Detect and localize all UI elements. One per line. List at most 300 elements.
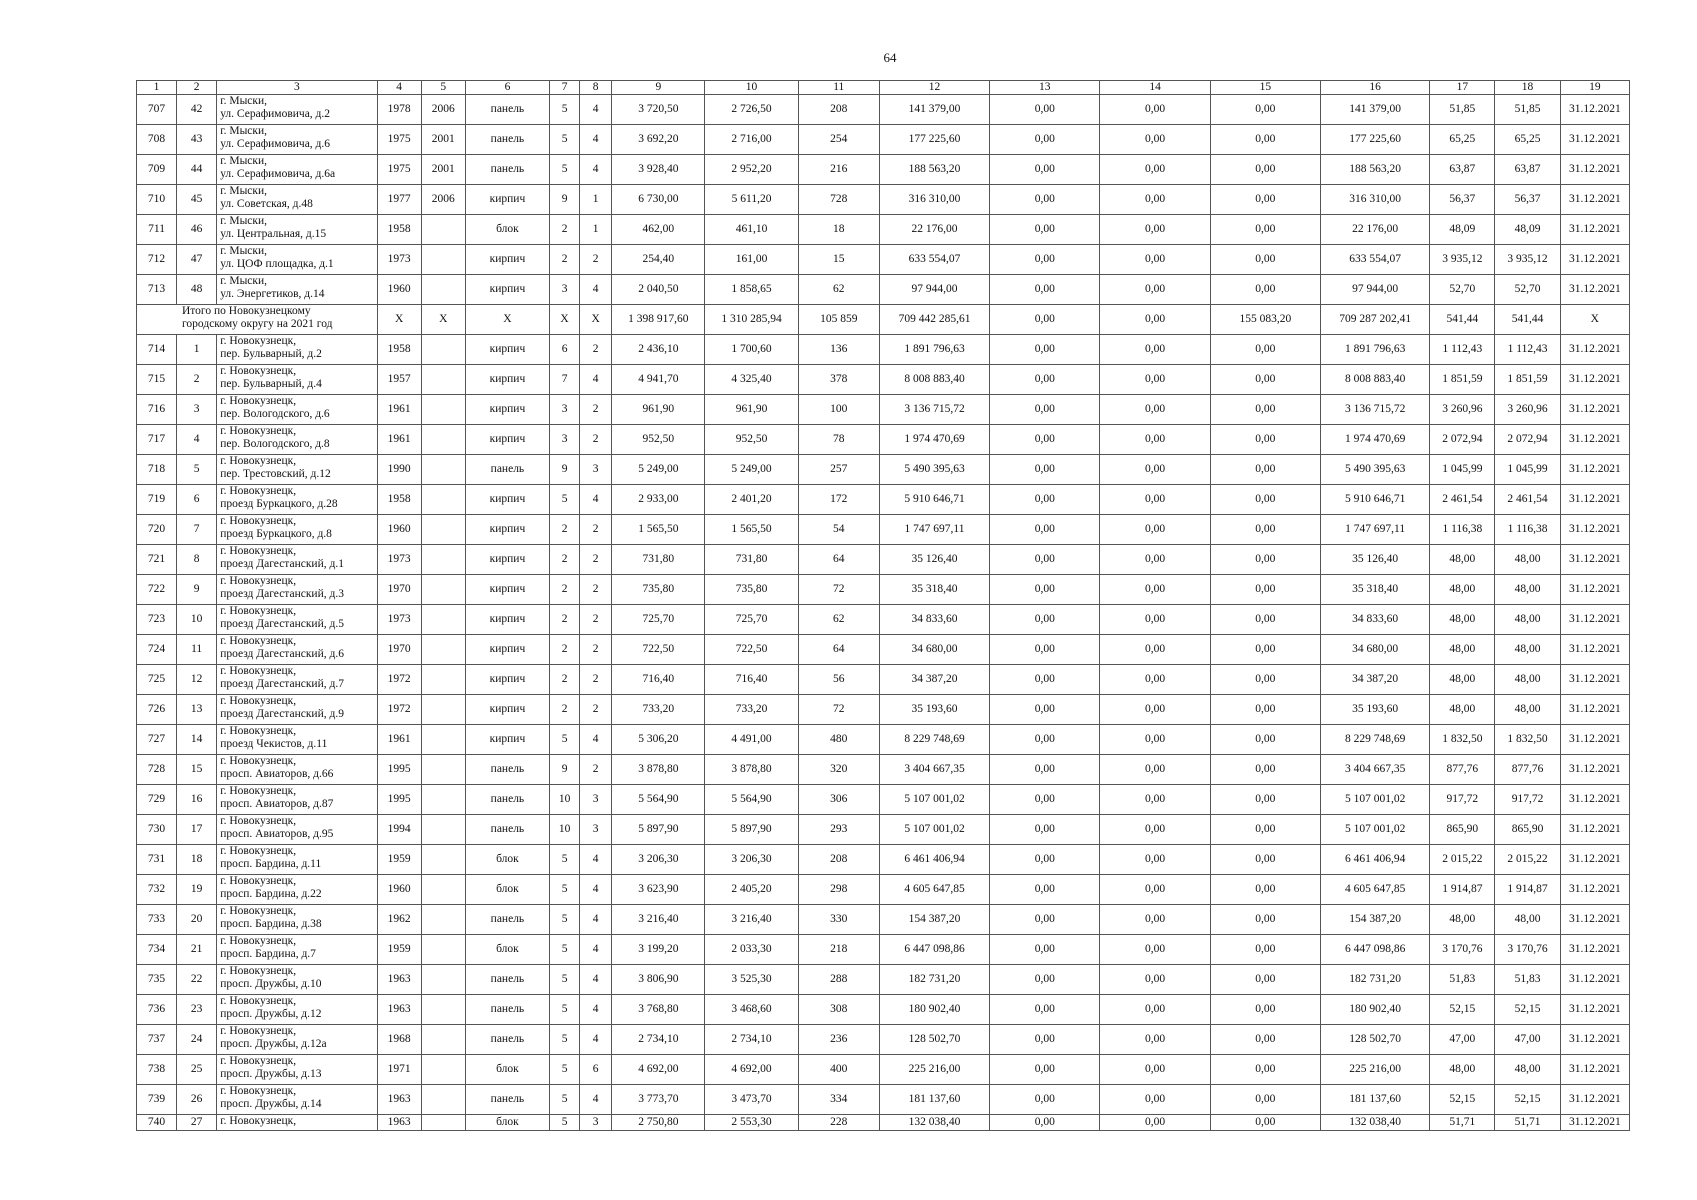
row-number-cell: 715 [137, 365, 177, 395]
cell-c4: 1960 [377, 875, 421, 905]
table-row [137, 1055, 1630, 1085]
cell-c18: 48,00 [1495, 695, 1560, 725]
cell-c14: 0,00 [1100, 575, 1210, 605]
cell-c10: 2 553,30 [705, 1115, 798, 1131]
table-row [137, 515, 1630, 545]
cell-c11: 172 [798, 485, 879, 515]
cell-c17: 3 170,76 [1430, 935, 1495, 965]
table-row [137, 185, 1630, 215]
cell-c8: 2 [580, 425, 612, 455]
cell-c13: 0,00 [990, 155, 1100, 185]
cell-c11: 72 [798, 575, 879, 605]
cell-c6: панель [465, 1025, 549, 1055]
local-number-cell: 24 [177, 1025, 217, 1055]
address-cell [217, 1025, 377, 1055]
cell-c12: 35 126,40 [879, 545, 989, 575]
table-row [137, 425, 1630, 455]
cell-c14: 0,00 [1100, 95, 1210, 125]
cell-c8: 4 [580, 485, 612, 515]
cell-c4: 1963 [377, 995, 421, 1025]
cell-c17: 877,76 [1430, 755, 1495, 785]
cell-c14: 0,00 [1100, 365, 1210, 395]
cell-c4: 1975 [377, 155, 421, 185]
cell-c16: 6 461 406,94 [1321, 845, 1430, 875]
cell-c15: 0,00 [1210, 995, 1320, 1025]
cell-c17: 3 260,96 [1430, 395, 1495, 425]
cell-c13: 0,00 [990, 185, 1100, 215]
table-row [137, 545, 1630, 575]
address-city: г. Новокузнецк, [220, 575, 297, 587]
cell-c8: 4 [580, 1085, 612, 1115]
cell-c12: 316 310,00 [879, 185, 989, 215]
cell-c13: 0,00 [990, 605, 1100, 635]
cell-c12: 35 193,60 [879, 695, 989, 725]
cell-c6: блок [465, 845, 549, 875]
cell-c17: 51,71 [1430, 1115, 1495, 1131]
cell-c4: 1995 [377, 755, 421, 785]
address-cell [217, 1115, 377, 1131]
cell-c16: 177 225,60 [1321, 125, 1430, 155]
cell-c19: 31.12.2021 [1560, 845, 1629, 875]
cell-c10: 3 206,30 [705, 845, 798, 875]
address-street: просп. Авиаторов, д.87 [220, 798, 334, 810]
cell-c15: 0,00 [1210, 1115, 1320, 1131]
cell-c13: 0,00 [990, 875, 1100, 905]
cell-c12: 34 680,00 [879, 635, 989, 665]
cell-c14: 0,00 [1100, 1025, 1210, 1055]
cell-c16: 5 910 646,71 [1321, 485, 1430, 515]
total-cell-c10: 1 310 285,94 [705, 305, 798, 335]
cell-c9: 5 564,90 [612, 785, 705, 815]
local-number-cell: 3 [177, 395, 217, 425]
cell-c7: 2 [550, 695, 580, 725]
cell-c6: панель [465, 905, 549, 935]
cell-c14: 0,00 [1100, 635, 1210, 665]
cell-c14: 0,00 [1100, 395, 1210, 425]
cell-c15: 0,00 [1210, 875, 1320, 905]
cell-c15: 0,00 [1210, 395, 1320, 425]
cell-c12: 8 008 883,40 [879, 365, 989, 395]
cell-c5 [421, 815, 465, 845]
cell-c12: 35 318,40 [879, 575, 989, 605]
cell-c4: 1963 [377, 1115, 421, 1131]
local-number-cell: 2 [177, 365, 217, 395]
cell-c14: 0,00 [1100, 275, 1210, 305]
cell-c13: 0,00 [990, 335, 1100, 365]
cell-c5: 2006 [421, 185, 465, 215]
address-street: пер. Бульварный, д.4 [220, 378, 322, 390]
cell-c6: кирпич [465, 695, 549, 725]
cell-c6: панель [465, 995, 549, 1025]
address-city: г. Новокузнецк, [220, 695, 297, 707]
local-number-cell: 7 [177, 515, 217, 545]
cell-c4: 1960 [377, 275, 421, 305]
local-number-cell: 26 [177, 1085, 217, 1115]
cell-c8: 1 [580, 215, 612, 245]
cell-c11: 208 [798, 95, 879, 125]
cell-c5: 2001 [421, 125, 465, 155]
total-cell-c17: 541,44 [1430, 305, 1495, 335]
total-cell-c15: 155 083,20 [1210, 305, 1320, 335]
cell-c7: 5 [550, 845, 580, 875]
cell-c9: 3 768,80 [612, 995, 705, 1025]
cell-c12: 177 225,60 [879, 125, 989, 155]
cell-c12: 3 136 715,72 [879, 395, 989, 425]
cell-c15: 0,00 [1210, 695, 1320, 725]
cell-c17: 52,70 [1430, 275, 1495, 305]
cell-c9: 3 206,30 [612, 845, 705, 875]
cell-c13: 0,00 [990, 965, 1100, 995]
cell-c18: 65,25 [1495, 125, 1560, 155]
cell-c19: 31.12.2021 [1560, 1085, 1629, 1115]
cell-c11: 334 [798, 1085, 879, 1115]
table-row [137, 875, 1630, 905]
cell-c8: 4 [580, 935, 612, 965]
cell-c10: 5 564,90 [705, 785, 798, 815]
cell-c7: 2 [550, 215, 580, 245]
cell-c9: 5 306,20 [612, 725, 705, 755]
cell-c7: 10 [550, 785, 580, 815]
address-street: проезд Дагестанский, д.5 [220, 618, 344, 630]
table-row [137, 695, 1630, 725]
total-cell-c8: X [580, 305, 612, 335]
cell-c12: 633 554,07 [879, 245, 989, 275]
local-number-cell: 23 [177, 995, 217, 1025]
cell-c12: 97 944,00 [879, 275, 989, 305]
column-number-cell: 1 [137, 81, 177, 95]
table-row [137, 455, 1630, 485]
cell-c6: кирпич [465, 365, 549, 395]
row-number-cell: 707 [137, 95, 177, 125]
cell-c5 [421, 485, 465, 515]
column-number-cell: 13 [990, 81, 1100, 95]
cell-c10: 725,70 [705, 605, 798, 635]
cell-c6: кирпич [465, 635, 549, 665]
cell-c6: кирпич [465, 545, 549, 575]
cell-c12: 154 387,20 [879, 905, 989, 935]
total-cell-c11: 105 859 [798, 305, 879, 335]
cell-c10: 1 565,50 [705, 515, 798, 545]
cell-c18: 48,09 [1495, 215, 1560, 245]
address-city: г. Новокузнецк, [220, 785, 297, 797]
local-number-cell: 14 [177, 725, 217, 755]
cell-c9: 4 692,00 [612, 1055, 705, 1085]
cell-c17: 3 935,12 [1430, 245, 1495, 275]
address-street: ул. Центральная, д.15 [220, 228, 327, 240]
cell-c4: 1963 [377, 1085, 421, 1115]
address-street: проезд Буркацкого, д.8 [220, 528, 332, 540]
cell-c18: 1 116,38 [1495, 515, 1560, 545]
cell-c8: 2 [580, 695, 612, 725]
row-number-cell: 727 [137, 725, 177, 755]
address-city: г. Новокузнецк, [220, 485, 297, 497]
cell-c11: 306 [798, 785, 879, 815]
table-row [137, 635, 1630, 665]
total-cell-c4: X [377, 305, 421, 335]
cell-c10: 735,80 [705, 575, 798, 605]
cell-c14: 0,00 [1100, 485, 1210, 515]
address-city: г. Новокузнецк, [220, 725, 297, 737]
cell-c13: 0,00 [990, 1025, 1100, 1055]
cell-c12: 132 038,40 [879, 1115, 989, 1131]
cell-c7: 2 [550, 635, 580, 665]
local-number-cell: 42 [177, 95, 217, 125]
cell-c7: 5 [550, 1085, 580, 1115]
cell-c19: 31.12.2021 [1560, 365, 1629, 395]
local-number-cell: 47 [177, 245, 217, 275]
address-city: г. Новокузнецк, [220, 935, 297, 947]
cell-c5 [421, 1115, 465, 1131]
cell-c16: 188 563,20 [1321, 155, 1430, 185]
local-number-cell: 9 [177, 575, 217, 605]
cell-c9: 6 730,00 [612, 185, 705, 215]
cell-c16: 35 193,60 [1321, 695, 1430, 725]
cell-c17: 65,25 [1430, 125, 1495, 155]
row-number-cell: 740 [137, 1115, 177, 1131]
cell-c17: 2 072,94 [1430, 425, 1495, 455]
table-row [137, 995, 1630, 1025]
cell-c14: 0,00 [1100, 425, 1210, 455]
cell-c7: 2 [550, 575, 580, 605]
address-cell [217, 95, 377, 125]
local-number-cell: 13 [177, 695, 217, 725]
cell-c13: 0,00 [990, 575, 1100, 605]
cell-c9: 735,80 [612, 575, 705, 605]
address-cell [217, 515, 377, 545]
local-number-cell: 25 [177, 1055, 217, 1085]
cell-c6: панель [465, 965, 549, 995]
cell-c19: 31.12.2021 [1560, 965, 1629, 995]
row-number-cell: 728 [137, 755, 177, 785]
cell-c8: 4 [580, 1025, 612, 1055]
table-row [137, 665, 1630, 695]
address-cell [217, 695, 377, 725]
cell-c14: 0,00 [1100, 1055, 1210, 1085]
address-street: проезд Дагестанский, д.3 [220, 588, 344, 600]
cell-c8: 2 [580, 245, 612, 275]
address-cell [217, 875, 377, 905]
cell-c16: 34 680,00 [1321, 635, 1430, 665]
cell-c11: 218 [798, 935, 879, 965]
cell-c5 [421, 335, 465, 365]
cell-c11: 236 [798, 1025, 879, 1055]
row-number-cell: 720 [137, 515, 177, 545]
row-number-cell: 730 [137, 815, 177, 845]
cell-c18: 1 112,43 [1495, 335, 1560, 365]
cell-c15: 0,00 [1210, 725, 1320, 755]
total-cell-c19: X [1560, 305, 1629, 335]
cell-c8: 4 [580, 965, 612, 995]
address-street: просп. Дружбы, д.10 [220, 978, 322, 990]
cell-c19: 31.12.2021 [1560, 455, 1629, 485]
cell-c10: 2 405,20 [705, 875, 798, 905]
cell-c10: 4 325,40 [705, 365, 798, 395]
local-number-cell: 27 [177, 1115, 217, 1131]
cell-c19: 31.12.2021 [1560, 905, 1629, 935]
cell-c11: 64 [798, 545, 879, 575]
cell-c18: 48,00 [1495, 905, 1560, 935]
address-street: проезд Чекистов, д.11 [220, 738, 328, 750]
total-cell-c9: 1 398 917,60 [612, 305, 705, 335]
cell-c18: 2 461,54 [1495, 485, 1560, 515]
cell-c19: 31.12.2021 [1560, 545, 1629, 575]
cell-c13: 0,00 [990, 935, 1100, 965]
cell-c7: 5 [550, 875, 580, 905]
cell-c19: 31.12.2021 [1560, 785, 1629, 815]
address-city: г. Новокузнецк, [220, 665, 297, 677]
cell-c10: 716,40 [705, 665, 798, 695]
cell-c16: 8 008 883,40 [1321, 365, 1430, 395]
cell-c7: 5 [550, 1025, 580, 1055]
table-row [137, 815, 1630, 845]
row-number-cell: 713 [137, 275, 177, 305]
address-street: просп. Бардина, д.11 [220, 858, 322, 870]
cell-c16: 181 137,60 [1321, 1085, 1430, 1115]
cell-c5: 2006 [421, 95, 465, 125]
cell-c11: 62 [798, 275, 879, 305]
cell-c7: 5 [550, 1055, 580, 1085]
cell-c9: 3 878,80 [612, 755, 705, 785]
address-street: просп. Авиаторов, д.66 [220, 768, 334, 780]
cell-c11: 64 [798, 635, 879, 665]
cell-c9: 3 199,20 [612, 935, 705, 965]
row-number-cell: 709 [137, 155, 177, 185]
cell-c6: панель [465, 125, 549, 155]
cell-c4: 1970 [377, 575, 421, 605]
cell-c15: 0,00 [1210, 425, 1320, 455]
cell-c7: 5 [550, 485, 580, 515]
cell-c17: 1 832,50 [1430, 725, 1495, 755]
address-street: ул. Советская, д.48 [220, 198, 313, 210]
cell-c5 [421, 785, 465, 815]
cell-c16: 154 387,20 [1321, 905, 1430, 935]
cell-c11: 78 [798, 425, 879, 455]
cell-c12: 5 107 001,02 [879, 815, 989, 845]
column-number-cell: 11 [798, 81, 879, 95]
local-number-cell: 21 [177, 935, 217, 965]
cell-c10: 3 473,70 [705, 1085, 798, 1115]
cell-c13: 0,00 [990, 365, 1100, 395]
cell-c5 [421, 515, 465, 545]
cell-c16: 316 310,00 [1321, 185, 1430, 215]
cell-c7: 5 [550, 1115, 580, 1131]
cell-c18: 48,00 [1495, 575, 1560, 605]
cell-c10: 1 700,60 [705, 335, 798, 365]
cell-c4: 1994 [377, 815, 421, 845]
cell-c15: 0,00 [1210, 815, 1320, 845]
cell-c6: кирпич [465, 395, 549, 425]
cell-c16: 4 605 647,85 [1321, 875, 1430, 905]
cell-c11: 257 [798, 455, 879, 485]
cell-c15: 0,00 [1210, 1085, 1320, 1115]
table-row [137, 245, 1630, 275]
cell-c8: 4 [580, 275, 612, 305]
cell-c18: 48,00 [1495, 605, 1560, 635]
cell-c11: 72 [798, 695, 879, 725]
cell-c18: 51,83 [1495, 965, 1560, 995]
address-cell [217, 845, 377, 875]
cell-c4: 1961 [377, 725, 421, 755]
address-city: г. Мыски, [220, 215, 268, 227]
row-number-cell: 737 [137, 1025, 177, 1055]
cell-c14: 0,00 [1100, 695, 1210, 725]
local-number-cell: 48 [177, 275, 217, 305]
cell-c19: 31.12.2021 [1560, 605, 1629, 635]
address-cell [217, 425, 377, 455]
cell-c4: 1961 [377, 425, 421, 455]
address-cell [217, 455, 377, 485]
cell-c17: 2 461,54 [1430, 485, 1495, 515]
cell-c6: блок [465, 1055, 549, 1085]
cell-c5 [421, 755, 465, 785]
address-cell [217, 815, 377, 845]
cell-c12: 5 910 646,71 [879, 485, 989, 515]
address-street: проезд Дагестанский, д.6 [220, 648, 344, 660]
cell-c10: 2 401,20 [705, 485, 798, 515]
cell-c10: 5 249,00 [705, 455, 798, 485]
cell-c6: панель [465, 785, 549, 815]
address-cell [217, 395, 377, 425]
cell-c19: 31.12.2021 [1560, 665, 1629, 695]
address-city: г. Новокузнецк, [220, 1025, 297, 1037]
cell-c19: 31.12.2021 [1560, 995, 1629, 1025]
address-cell [217, 755, 377, 785]
cell-c10: 5 611,20 [705, 185, 798, 215]
address-city: г. Мыски, [220, 95, 268, 107]
cell-c10: 161,00 [705, 245, 798, 275]
cell-c16: 225 216,00 [1321, 1055, 1430, 1085]
cell-c13: 0,00 [990, 905, 1100, 935]
local-number-cell: 12 [177, 665, 217, 695]
local-number-cell: 1 [177, 335, 217, 365]
cell-c10: 2 734,10 [705, 1025, 798, 1055]
address-city: г. Новокузнецк, [220, 875, 297, 887]
cell-c5 [421, 995, 465, 1025]
cell-c18: 48,00 [1495, 665, 1560, 695]
cell-c5 [421, 905, 465, 935]
address-cell [217, 545, 377, 575]
table-row [137, 905, 1630, 935]
local-number-cell: 44 [177, 155, 217, 185]
row-number-cell: 725 [137, 665, 177, 695]
cell-c16: 97 944,00 [1321, 275, 1430, 305]
table-row [137, 395, 1630, 425]
cell-c18: 3 935,12 [1495, 245, 1560, 275]
column-number-cell: 18 [1495, 81, 1560, 95]
cell-c8: 6 [580, 1055, 612, 1085]
cell-c6: кирпич [465, 575, 549, 605]
cell-c18: 48,00 [1495, 635, 1560, 665]
table-row [137, 1085, 1630, 1115]
cell-c18: 1 045,99 [1495, 455, 1560, 485]
cell-c6: блок [465, 1115, 549, 1131]
cell-c12: 1 974 470,69 [879, 425, 989, 455]
column-number-cell: 14 [1100, 81, 1210, 95]
cell-c6: блок [465, 215, 549, 245]
cell-c8: 3 [580, 815, 612, 845]
address-street: проезд Дагестанский, д.9 [220, 708, 344, 720]
cell-c15: 0,00 [1210, 125, 1320, 155]
cell-c7: 9 [550, 455, 580, 485]
cell-c6: кирпич [465, 335, 549, 365]
cell-c5 [421, 275, 465, 305]
cell-c16: 141 379,00 [1321, 95, 1430, 125]
cell-c6: кирпич [465, 725, 549, 755]
address-city: г. Новокузнецк, [220, 335, 297, 347]
cell-c4: 1963 [377, 965, 421, 995]
cell-c16: 5 490 395,63 [1321, 455, 1430, 485]
table-row [137, 1115, 1630, 1131]
